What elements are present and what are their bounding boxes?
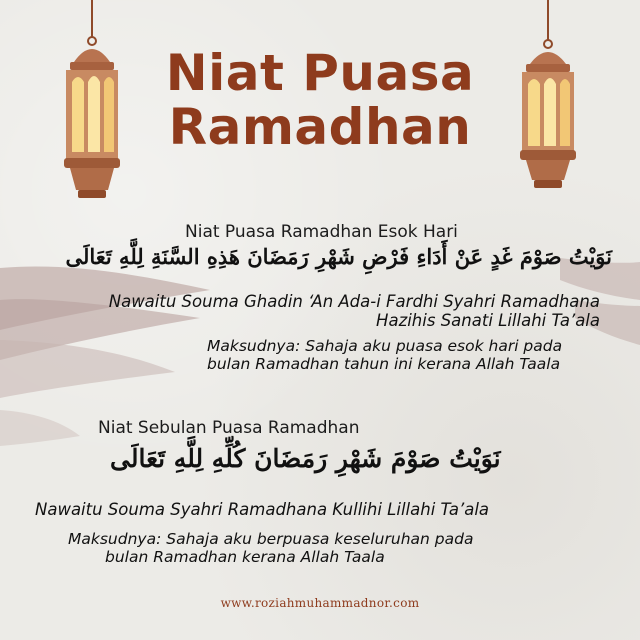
section2-transliteration: Nawaitu Souma Syahri Ramadhana Kullihi Lillahi Ta’ala — [35, 500, 490, 519]
section2-heading: Niat Sebulan Puasa Ramadhan — [98, 418, 360, 438]
website-url: www.roziahmuhammadnor.com — [220, 596, 420, 610]
section1-heading: Niat Puasa Ramadhan Esok Hari — [185, 222, 458, 242]
section2-meaning-line-2: bulan Ramadhan kerana Allah Taala — [105, 548, 385, 566]
page-title-line-1: Niat Puasa — [165, 44, 475, 102]
page-title-line-2: Ramadhan — [168, 98, 472, 156]
section1-transliteration-line-1: Nawaitu Souma Ghadin ‘An Ada-i Fardhi Syahri Ramadhana — [108, 292, 600, 311]
section2-arabic-text: نَوَيْتُ صَوْمَ شَهْرِ رَمَضَانَ كُلِّهِ لِلَّهِ تَعَالَى — [110, 444, 501, 473]
section1-transliteration-line-2: Hazihis Sanati Lillahi Ta’ala — [376, 311, 600, 330]
section1-meaning-line-2: bulan Ramadhan tahun ini kerana Allah Taala — [207, 355, 561, 373]
section2-meaning-line-1: Maksudnya: Sahaja aku berpuasa keseluruhan pada — [68, 530, 474, 548]
section1-meaning-line-1: Maksudnya: Sahaja aku puasa esok hari pada — [207, 337, 563, 355]
section1-arabic-text: نَوَيْتُ صَوْمَ غَدٍ عَنْ أَدَاءِ فَرْضِ شَهْرِ رَمَضَانَ هَذِهِ السَّنَةِ لِلَّهِ تَعَالَى — [65, 244, 612, 269]
